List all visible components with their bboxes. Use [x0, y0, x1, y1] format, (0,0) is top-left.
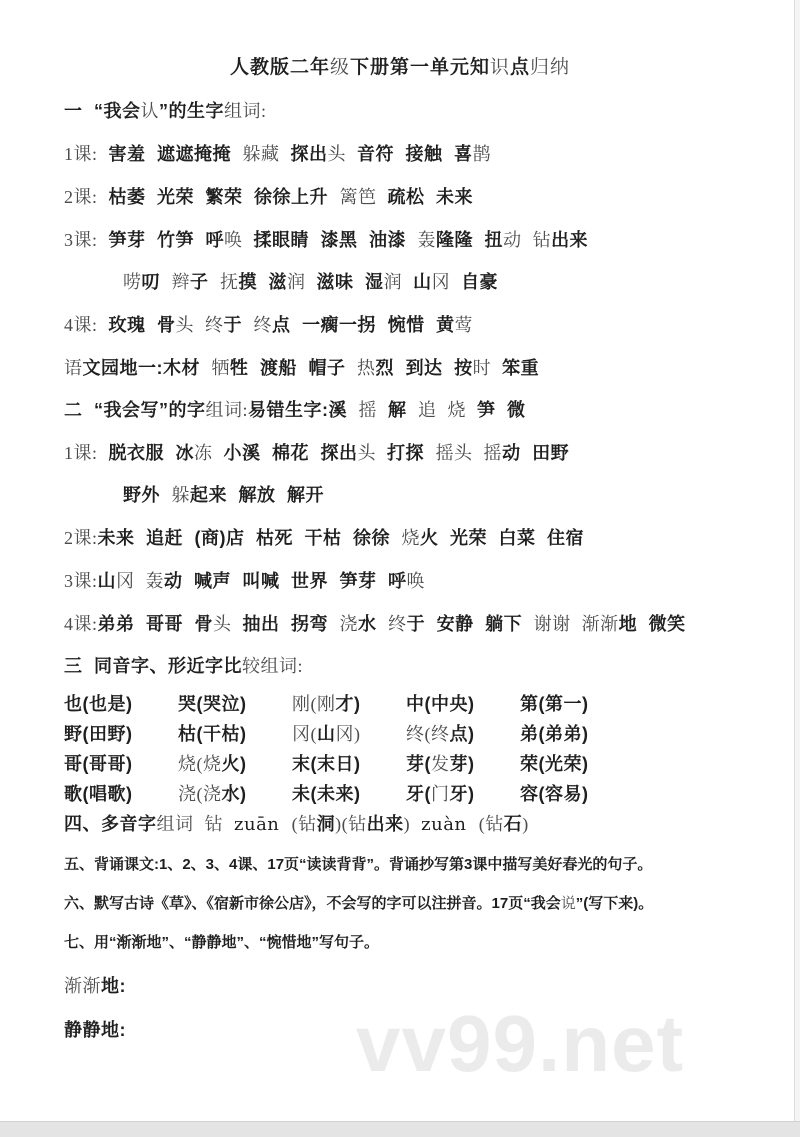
text-segment: 冈 [116, 571, 146, 591]
text-segment: 2课: [64, 528, 98, 548]
text-segment: 牙) [449, 784, 475, 804]
text-segment: 打探 [387, 443, 436, 463]
text-segment: 级 [329, 57, 350, 78]
text-segment: 莺 [454, 315, 474, 335]
text-line [64, 314, 770, 336]
text-segment: 烧(烧 [178, 754, 222, 774]
text-segment: 才) [335, 694, 361, 714]
text-segment: 弟弟 哥哥 骨 [97, 614, 214, 634]
text-segment: 3课: [64, 230, 109, 250]
text-segment: 小溪 棉花 探出 [223, 443, 358, 463]
text-segment: 地 [618, 614, 649, 634]
text-segment: 终 [205, 315, 224, 335]
text-segment: ) [522, 814, 529, 834]
text-line [64, 855, 770, 875]
word-group [520, 693, 634, 715]
text-segment: 枯(干枯) [178, 724, 247, 744]
text-line [64, 357, 770, 379]
text-segment: 水 [358, 614, 389, 634]
text-segment: 静静地: [64, 1020, 126, 1040]
word-group [64, 753, 178, 775]
text-segment: 头 [213, 614, 243, 634]
text-segment: 1课: [64, 443, 109, 463]
text-segment: 组词: [205, 400, 249, 420]
text-segment: 洞 [316, 814, 336, 834]
text-segment: 出来 [551, 230, 589, 250]
text-segment: 荣(光荣) [520, 754, 589, 774]
text-segment: 第(第一) [520, 694, 589, 714]
text-segment: 害羞 遮遮掩掩 [108, 144, 243, 164]
text-line [64, 527, 770, 549]
text-segment: ( [478, 814, 486, 834]
text-segment: 滋 [268, 272, 288, 292]
word-group [64, 783, 178, 805]
text-segment: 摸 [238, 272, 269, 292]
text-segment: 浇 [339, 614, 359, 634]
text-line [64, 442, 770, 464]
text-segment: zuàn [421, 814, 479, 835]
word-group [520, 783, 634, 805]
text-segment: 轰 [417, 230, 437, 250]
text-segment: 动 [502, 443, 533, 463]
text-segment: 山 [97, 571, 117, 591]
word-group [292, 753, 406, 775]
text-line [64, 655, 770, 677]
text-segment: zuān [234, 814, 292, 835]
word-group [406, 753, 520, 775]
text-segment: 揉眼睛 漆黑 油漆 [253, 230, 418, 250]
text-segment: 山 [317, 724, 336, 744]
text-segment: 动 [503, 230, 533, 250]
text-segment: 一瘸一拐 惋惜 黄 [302, 315, 455, 335]
text-segment: 野外 [123, 485, 172, 505]
text-segment: 文园地一: [82, 358, 163, 378]
text-segment: 躲藏 [242, 144, 291, 164]
text-segment: 六、默写古诗《草》、《宿新市徐公店》，不会写的字可以注拼音。17页“我会 [64, 895, 561, 912]
text-segment: 笋芽 竹笋 呼 [108, 230, 225, 250]
text-segment: 到达 按 [405, 358, 473, 378]
text-segment: 玫瑰 骨 [108, 315, 176, 335]
text-segment: 滋味 湿 [316, 272, 384, 292]
page-right-edge [794, 0, 800, 1122]
text-segment: 微笑 [648, 614, 686, 634]
text-segment: 点) [449, 724, 475, 744]
text-segment: 解放 解开 [238, 485, 325, 505]
text-line [64, 570, 770, 592]
text-segment: 一 “我会 [64, 101, 141, 121]
text-segment: 冻 [194, 443, 224, 463]
text-segment: ( [291, 814, 299, 834]
word-group [178, 723, 292, 745]
text-segment: 说 [560, 896, 576, 912]
text-segment: 歌(唱歌) [64, 784, 133, 804]
word-group [520, 753, 634, 775]
text-segment: 叨 [141, 272, 172, 292]
text-segment: 光荣 白菜 住宿 [450, 528, 585, 548]
text-segment: 1课: [64, 144, 109, 164]
text-segment: 终 [388, 614, 407, 634]
text-line [64, 693, 770, 715]
text-segment: 终 [253, 315, 273, 335]
text-segment: 芽( [406, 754, 431, 774]
text-segment: 归纳 [530, 57, 571, 78]
text-segment: 解 [388, 400, 419, 420]
word-group [178, 783, 292, 805]
word-group [64, 693, 178, 715]
text-segment: 地: [101, 976, 126, 996]
text-line [64, 975, 770, 997]
text-segment: 火) [221, 754, 247, 774]
text-segment: 末(末日) [292, 754, 361, 774]
text-segment: 语 [64, 358, 83, 378]
text-segment: 疏松 未来 [387, 187, 474, 207]
text-segment: 时 [472, 358, 503, 378]
text-segment: 浇(浇 [178, 784, 222, 804]
text-line [64, 723, 770, 745]
text-segment: 四、多音字 [64, 814, 157, 834]
text-segment: 唤 [406, 571, 426, 591]
text-segment: 下册第一单元知 [349, 57, 490, 78]
text-segment: 摇 [358, 400, 389, 420]
text-segment: 隆隆 扭 [436, 230, 504, 250]
watermark: vv99.net [356, 999, 685, 1088]
text-line [64, 783, 770, 805]
text-segment: 中(中央) [406, 694, 475, 714]
text-segment: 发 [431, 754, 450, 774]
text-segment: )( [335, 814, 349, 834]
text-segment: 冈 [431, 272, 462, 292]
text-segment: ”(写下来)。 [575, 895, 654, 912]
text-segment: 组词: [224, 101, 267, 121]
text-segment: 出来 [366, 814, 404, 834]
page-bottom-band [0, 1121, 800, 1137]
text-segment: 于 [406, 614, 437, 634]
text-segment: 头 [327, 144, 358, 164]
text-segment: 抽出 拐弯 [242, 614, 340, 634]
text-segment: 动 [164, 571, 195, 591]
text-segment: 安静 躺下 [436, 614, 534, 634]
text-segment: 石 [503, 814, 523, 834]
text-segment: 唤 [224, 230, 254, 250]
text-segment: 野(田野) [64, 724, 133, 744]
text-line [64, 894, 770, 914]
text-segment: 自豪 [461, 272, 499, 292]
text-segment: 轰 [145, 571, 165, 591]
text-segment: 枯萎 光荣 繁荣 徐徐上升 [108, 187, 340, 207]
word-group [64, 723, 178, 745]
text-segment: 牲 [230, 358, 261, 378]
text-segment: 躲 [171, 485, 191, 505]
text-segment: 4课: [64, 614, 98, 634]
text-segment: 未(未来) [292, 784, 361, 804]
text-segment: 山 [413, 272, 432, 292]
text-segment: 润 [287, 272, 317, 292]
word-group [292, 693, 406, 715]
text-segment: 辫 [171, 272, 191, 292]
text-segment: 喊声 叫喊 世界 笋芽 呼 [194, 571, 407, 591]
page-title [64, 56, 736, 80]
text-segment: 抚 [220, 272, 239, 292]
text-segment: 唠 [123, 272, 142, 292]
text-segment: 热 [357, 358, 376, 378]
text-segment: 钻 [204, 814, 234, 834]
text-segment: 牙( [406, 784, 431, 804]
text-segment: 也(也是) [64, 694, 133, 714]
text-segment: 3课: [64, 571, 98, 591]
text-segment: 门 [431, 784, 450, 804]
text-line [64, 933, 770, 953]
text-segment: 笨重 [502, 358, 540, 378]
text-segment: ) [403, 814, 422, 834]
text-line [64, 753, 770, 775]
text-segment: 笋 微 [477, 400, 526, 420]
text-segment: 头 [175, 315, 206, 335]
word-group [178, 753, 292, 775]
text-segment: 鹊 [472, 144, 492, 164]
text-line [64, 613, 770, 635]
text-segment: 子 [190, 272, 221, 292]
text-segment: 田野 [532, 443, 570, 463]
text-line [64, 186, 770, 208]
text-line [64, 100, 770, 122]
text-segment: 哥(哥哥) [64, 754, 133, 774]
text-segment: 谢谢 渐渐 [533, 614, 619, 634]
text-segment: 人教版二年 [229, 57, 330, 78]
text-segment: 冈) [335, 724, 361, 744]
text-segment: 牺 [211, 358, 231, 378]
text-segment: 钻 [298, 814, 317, 834]
text-line [64, 1019, 770, 1041]
text-segment: 篱笆 [339, 187, 388, 207]
text-segment: 终(终 [406, 724, 450, 744]
text-segment: 组词 [156, 814, 205, 834]
text-segment: 于 [223, 315, 254, 335]
text-segment: 追 烧 [418, 400, 478, 420]
document-content [64, 100, 770, 1041]
text-segment: 摇头 摇 [435, 443, 503, 463]
text-segment: 弟(弟弟) [520, 724, 589, 744]
text-segment: 渐渐 [64, 976, 101, 996]
text-segment: 认 [140, 101, 160, 121]
text-segment: 识 [490, 57, 511, 78]
text-segment: 润 [383, 272, 414, 292]
text-line [64, 229, 770, 251]
text-segment: 未来 追赶 (商)店 枯死 干枯 徐徐 [97, 528, 402, 548]
text-segment: 容(容易) [520, 784, 589, 804]
text-segment: 较组词: [242, 656, 304, 676]
text-segment: 五、背诵课文:1、2、3、4课、17页“读读背背”。背诵抄写第3课中描写美好春光的句子。 [64, 856, 653, 873]
word-group [292, 783, 406, 805]
text-line [64, 813, 770, 836]
text-segment: 探出 [290, 144, 328, 164]
text-line [64, 399, 770, 421]
text-segment: ”的生字 [159, 101, 225, 121]
text-segment: 冈( [292, 724, 317, 744]
text-segment: 钻 [485, 814, 504, 834]
text-segment: 钻 [532, 230, 552, 250]
text-segment: 烈 [375, 358, 406, 378]
text-segment: 脱衣服 冰 [108, 443, 195, 463]
text-segment: 钻 [348, 814, 367, 834]
text-segment: 二 “我会写”的字 [64, 400, 206, 420]
word-group [406, 693, 520, 715]
text-segment: 点 [510, 57, 531, 78]
text-segment: 七、用“渐渐地”、“静静地”、“惋惜地”写句子。 [64, 934, 380, 951]
text-segment: 哭(哭泣) [178, 694, 247, 714]
text-line [64, 271, 770, 293]
text-segment: 水) [221, 784, 247, 804]
text-segment: 头 [357, 443, 388, 463]
text-segment: 音符 接触 喜 [357, 144, 473, 164]
text-segment: 2课: [64, 187, 109, 207]
word-group [406, 723, 520, 745]
text-segment: 芽) [449, 754, 475, 774]
text-segment: 4课: [64, 315, 109, 335]
text-segment: 三 同音字、形近字比 [64, 656, 243, 676]
text-segment: 火 [420, 528, 451, 548]
word-group [292, 723, 406, 745]
text-line [64, 484, 770, 506]
text-segment: 木材 [163, 358, 212, 378]
text-segment: 刚(刚 [292, 694, 336, 714]
text-segment: 烧 [401, 528, 421, 548]
text-segment: 点 [272, 315, 303, 335]
text-segment: 易错生字:溪 [248, 400, 359, 420]
text-line [64, 143, 770, 165]
word-group [178, 693, 292, 715]
word-group [406, 783, 520, 805]
word-group [520, 723, 634, 745]
text-segment: 渡船 帽子 [260, 358, 358, 378]
text-segment: 起来 [190, 485, 239, 505]
